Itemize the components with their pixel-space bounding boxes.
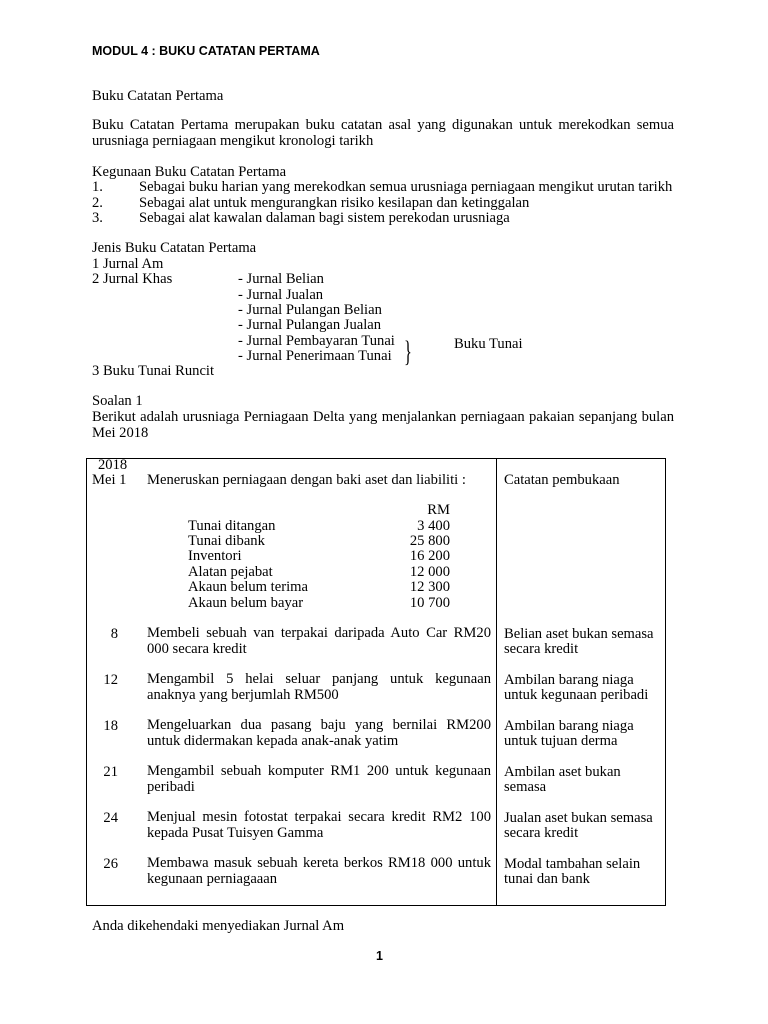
transaction-note: Ambilan barang niaga — [504, 718, 634, 734]
jenis-item-3: 3 Buku Tunai Runcit — [92, 363, 215, 379]
transaction-note: Modal tambahan selain — [504, 856, 641, 872]
transaction-day: 8 — [110, 626, 118, 642]
table-column-divider — [496, 458, 497, 906]
jurnal-khas-item: - Jurnal Penerimaan Tunai — [238, 348, 392, 364]
transaction-note: Jualan aset bukan semasa — [504, 810, 653, 826]
jenis-item-1: 1 Jurnal Am — [92, 256, 164, 272]
transaction-note: Ambilan aset bukan — [504, 764, 621, 780]
intro-heading: Buku Catatan Pertama — [92, 88, 224, 104]
balance-amount: 12 000 — [409, 564, 450, 580]
balance-item: Tunai ditangan — [188, 518, 276, 534]
soalan-paragraph: Berikut adalah urusniaga Perniagaan Delta yang menjalankan perniagaan pakaian sepanjang bulan Mei 2018 — [92, 409, 674, 441]
transaction-text: Membawa masuk sebuah kereta berkos RM18 000 untuk kegunaan perniagaaan — [147, 855, 491, 887]
transaction-text: Mengeluarkan dua pasang baju yang bernilai RM200 untuk didermakan kepada anak-anak yatim — [147, 717, 491, 749]
transaction-day: 24 — [103, 810, 118, 826]
kegunaan-num-3: 3. — [92, 210, 103, 226]
balance-amount: 12 300 — [409, 579, 450, 595]
jenis-item-2: 2 Jurnal Khas — [92, 271, 173, 287]
jurnal-khas-item: - Jurnal Pulangan Belian — [238, 302, 382, 318]
buku-tunai-label: Buku Tunai — [454, 336, 523, 352]
transaction-note: untuk tujuan derma — [504, 733, 618, 749]
kegunaan-num-1: 1. — [92, 179, 103, 195]
kegunaan-heading: Kegunaan Buku Catatan Pertama — [92, 164, 287, 180]
opening-text: Meneruskan perniagaan dengan baki aset dan liabiliti : — [147, 472, 466, 488]
balance-item: Akaun belum terima — [188, 579, 308, 595]
jurnal-khas-item: - Jurnal Belian — [238, 271, 324, 287]
transaction-note: Ambilan barang niaga — [504, 672, 634, 688]
transaction-note: Belian aset bukan semasa — [504, 626, 654, 642]
jurnal-khas-item: - Jurnal Jualan — [238, 287, 324, 303]
jenis-heading: Jenis Buku Catatan Pertama — [92, 240, 257, 256]
transaction-text: Mengambil sebuah komputer RM1 200 untuk kegunaan peribadi — [147, 763, 491, 795]
transaction-text: Menjual mesin fotostat terpakai secara kredit RM2 100 kepada Pusat Tuisyen Gamma — [147, 809, 491, 841]
balance-item: Inventori — [188, 548, 242, 564]
jurnal-khas-item: - Jurnal Pembayaran Tunai — [238, 333, 395, 349]
transaction-note: secara kredit — [504, 641, 579, 657]
instruction-text: Anda dikehendaki menyediakan Jurnal Am — [92, 918, 345, 934]
balance-amount: 16 200 — [409, 548, 450, 564]
transaction-day: 26 — [103, 856, 118, 872]
module-title: MODUL 4 : BUKU CATATAN PERTAMA — [92, 44, 320, 58]
balance-item: Tunai dibank — [188, 533, 265, 549]
transaction-note: semasa — [504, 779, 547, 795]
kegunaan-text-1: Sebagai buku harian yang merekodkan semua urusniaga perniagaan mengikut urutan tarikh — [139, 179, 673, 195]
kegunaan-text-2: Sebagai alat untuk mengurangkan risiko kesilapan dan ketinggalan — [139, 195, 530, 211]
balance-item: Akaun belum bayar — [188, 595, 304, 611]
balance-amount: 3 400 — [417, 518, 450, 534]
jurnal-khas-item: - Jurnal Pulangan Jualan — [238, 317, 382, 333]
balance-amount: 10 700 — [409, 595, 450, 611]
transaction-note: secara kredit — [504, 825, 579, 841]
transaction-day: 12 — [103, 672, 118, 688]
intro-paragraph: Buku Catatan Pertama merupakan buku catatan asal yang digunakan untuk merekodkan semua urusniaga perniagaan mengikut kronologi tarikh — [92, 117, 674, 149]
table-year: 2018 — [98, 457, 128, 473]
transaction-text: Mengambil 5 helai seluar panjang untuk kegunaan anaknya yang berjumlah RM500 — [147, 671, 491, 703]
transaction-day: 21 — [103, 764, 118, 780]
transaction-text: Membeli sebuah van terpakai daripada Auto Car RM20 000 secara kredit — [147, 625, 491, 657]
kegunaan-text-3: Sebagai alat kawalan dalaman bagi sistem perekodan urusniaga — [139, 210, 510, 226]
balance-amount: 25 800 — [409, 533, 450, 549]
right-brace: } — [404, 335, 412, 368]
table-date-mei-1: Mei 1 — [92, 472, 127, 488]
soalan-heading: Soalan 1 — [92, 393, 143, 409]
currency-header: RM — [427, 502, 450, 518]
opening-note: Catatan pembukaan — [504, 472, 620, 488]
transaction-note: untuk kegunaan peribadi — [504, 687, 649, 703]
transaction-day: 18 — [103, 718, 118, 734]
balance-item: Alatan pejabat — [188, 564, 273, 580]
page-number: 1 — [376, 949, 383, 963]
transaction-note: tunai dan bank — [504, 871, 590, 887]
kegunaan-num-2: 2. — [92, 195, 103, 211]
